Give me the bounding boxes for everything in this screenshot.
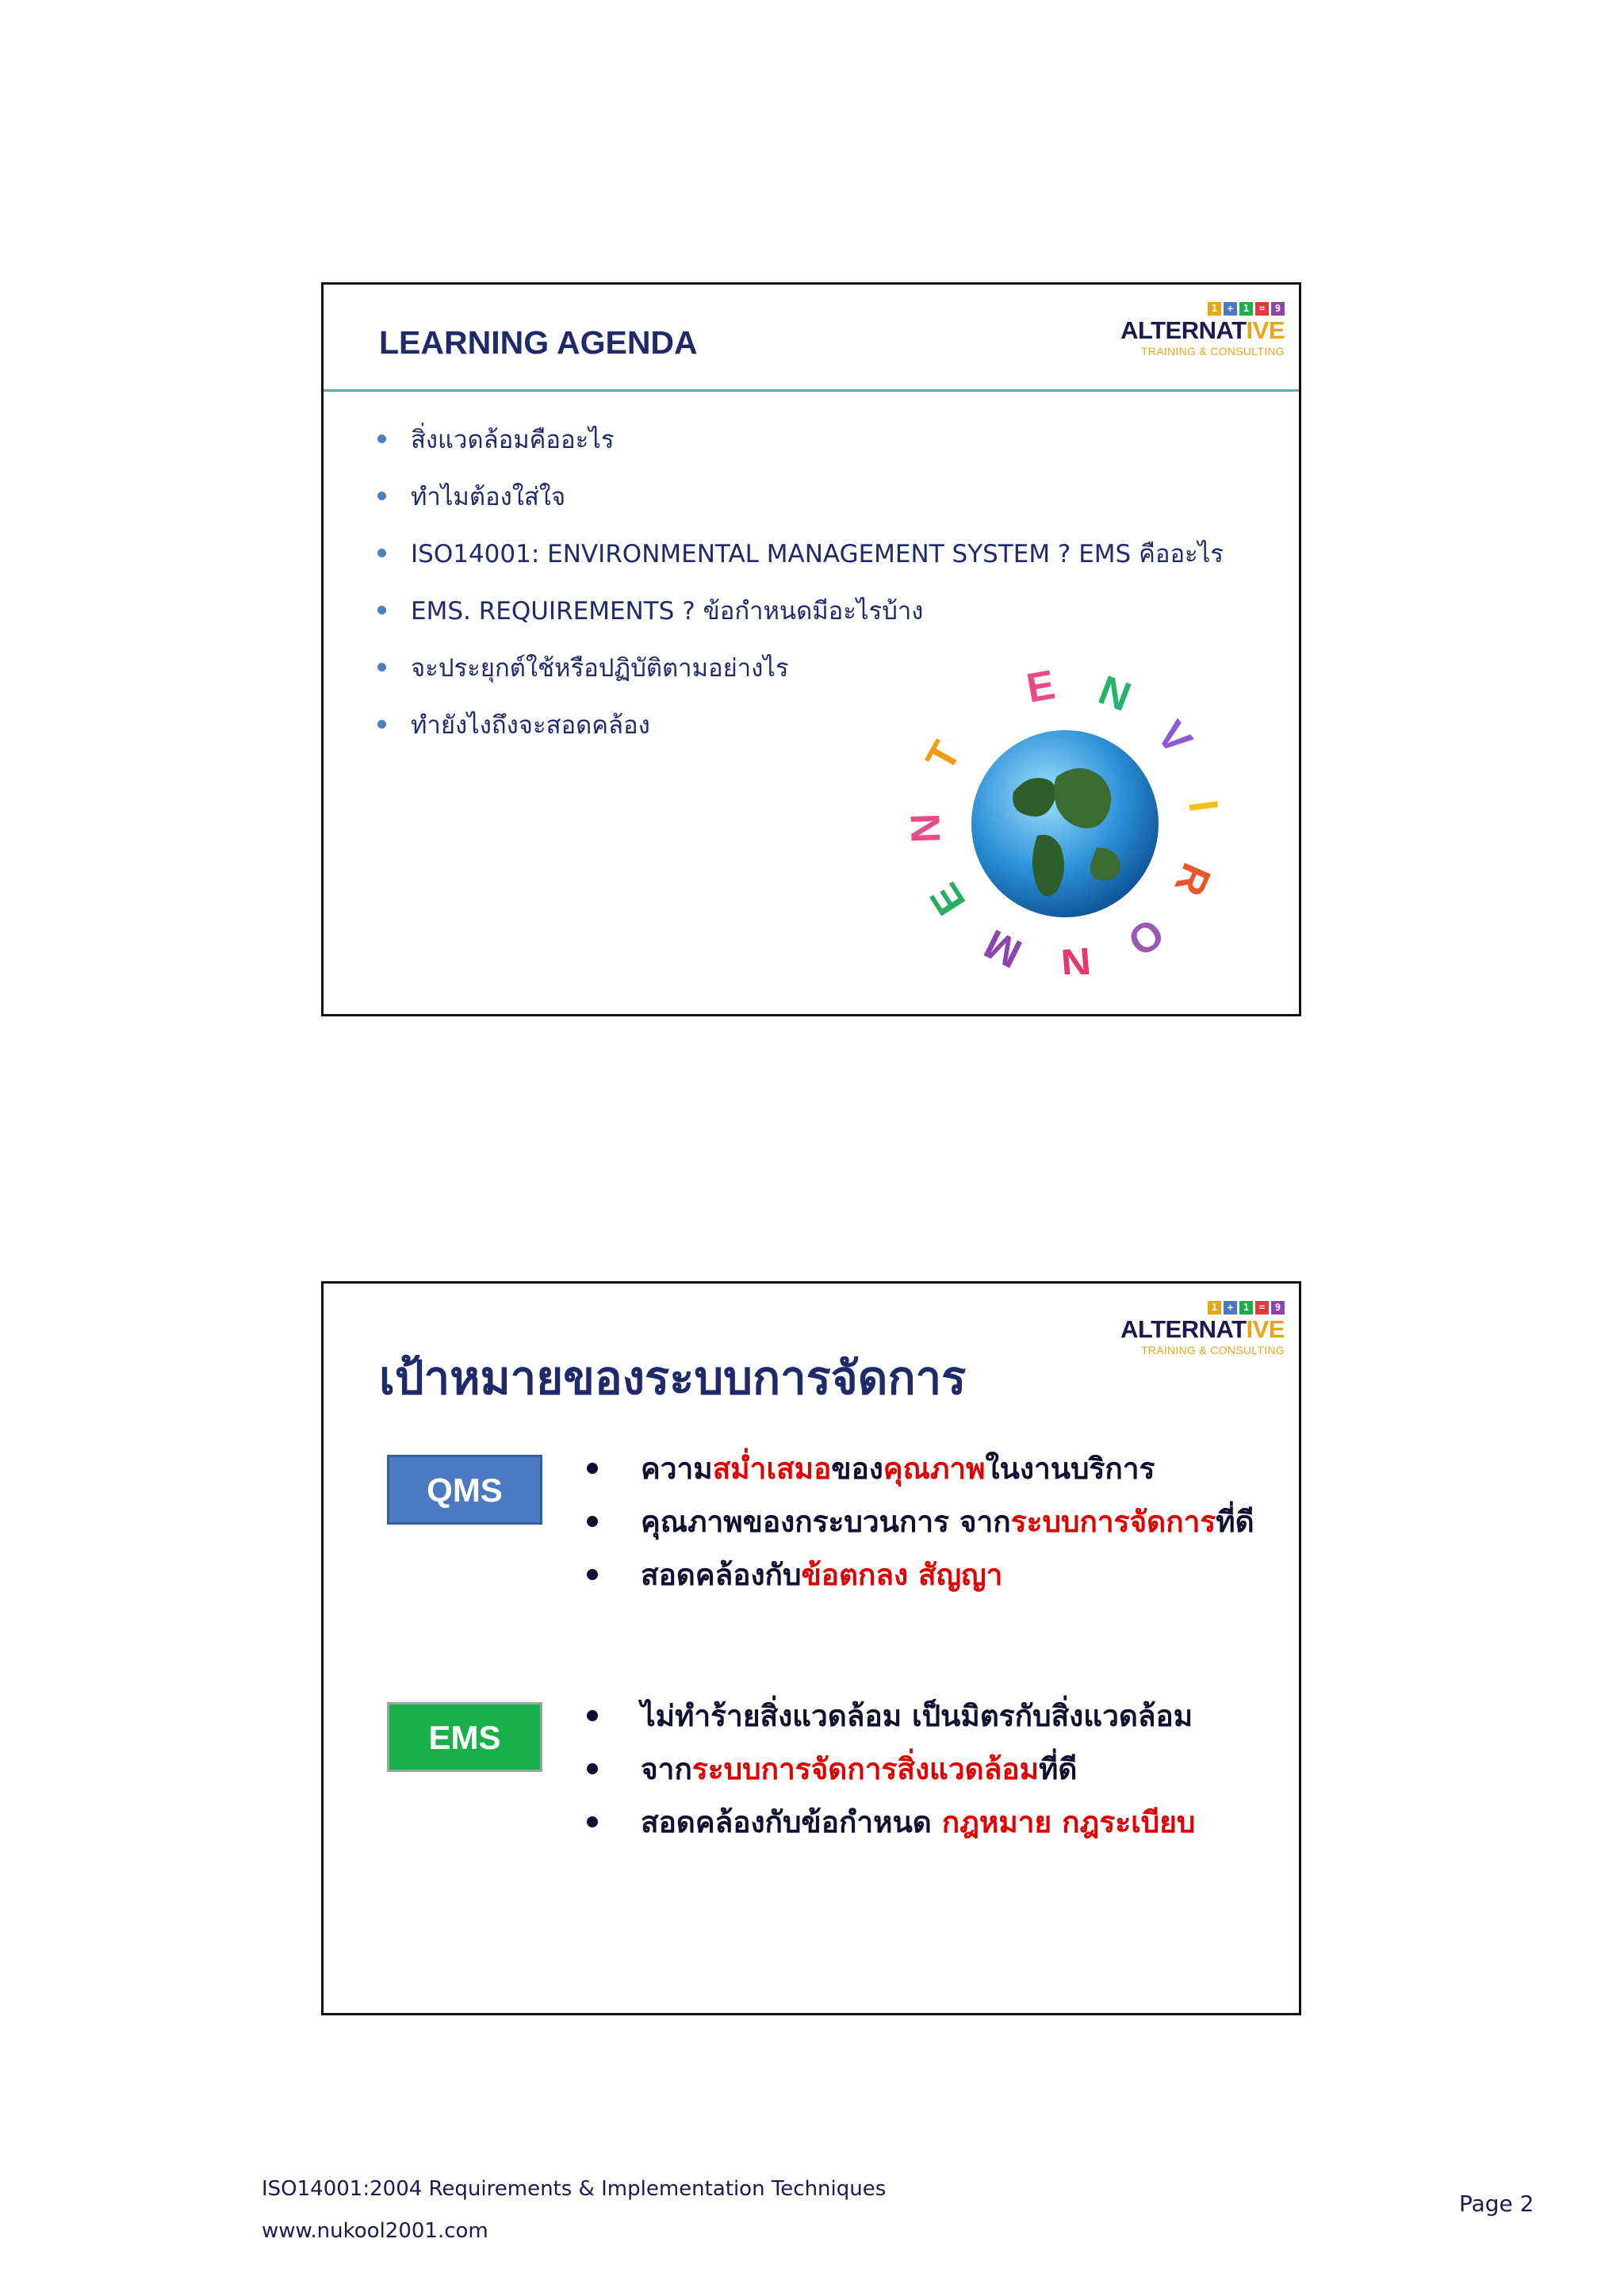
- text-part: ในงานบริการ: [985, 1452, 1155, 1486]
- agenda-item-text: จะประยุกต์ใช้หรือปฏิบัติตามอย่างไร: [411, 654, 789, 683]
- logo-subtitle: TRAINING & CONSULTING: [1140, 1344, 1285, 1357]
- environment-globe-illustration: [894, 657, 1235, 974]
- qms-goal-item: [579, 1548, 1254, 1601]
- agenda-item-text: สิ่งแวดล้อมคืออะไร: [411, 426, 615, 454]
- slide-learning-agenda: [321, 282, 1301, 1016]
- bullet-icon: [377, 434, 386, 443]
- ring-letter: O: [1119, 909, 1173, 966]
- qms-goal-item: [579, 1495, 1254, 1548]
- qms-goals-list: [579, 1442, 1254, 1601]
- alternative-logo: [1120, 302, 1285, 359]
- text-part: คุณภาพของกระบวนการ จาก: [641, 1505, 1011, 1539]
- text-part: สอดคล้องกับ: [641, 1558, 802, 1592]
- agenda-item: [373, 411, 1224, 469]
- bullet-icon: [377, 492, 386, 500]
- highlight-text: สม่ำเสมอ: [712, 1452, 832, 1486]
- bullet-icon: [377, 606, 386, 614]
- bullet-icon: [377, 549, 386, 557]
- ring-letter: E: [921, 874, 975, 924]
- text-part: จาก: [641, 1752, 692, 1786]
- bullet-icon: [587, 1710, 598, 1721]
- bullet-icon: [587, 1763, 598, 1774]
- ring-letter: R: [1165, 856, 1220, 903]
- logo-block: +: [1224, 1301, 1237, 1314]
- logo-subtitle: TRAINING & CONSULTING: [1140, 345, 1285, 358]
- highlight-text: ข้อตกลง สัญญา: [801, 1558, 1003, 1592]
- page-number: Page 2: [1459, 2191, 1534, 2217]
- logo-block: 9: [1271, 1301, 1285, 1314]
- footer-course-title: ISO14001:2004 Requirements & Implementation Techniques: [262, 2177, 887, 2201]
- agenda-item-text: ทำยังไงถึงจะสอดคล้อง: [411, 711, 650, 740]
- text-part: ของ: [831, 1452, 883, 1486]
- agenda-item: [373, 469, 1224, 526]
- logo-word-highlight: IVE: [1246, 316, 1285, 344]
- bullet-icon: [587, 1816, 598, 1827]
- ring-letter: N: [902, 812, 950, 844]
- logo-block: 1: [1239, 1301, 1253, 1314]
- title-divider: [324, 389, 1299, 392]
- text-part: ที่ดี: [1216, 1505, 1254, 1539]
- text-part: ไม่ทำร้ายสิ่งแวดล้อม เป็นมิตรกับสิ่งแวดล้อม: [641, 1699, 1193, 1733]
- ems-label-box: EMS: [387, 1702, 542, 1772]
- agenda-item-text: EMS. REQUIREMENTS ? ข้อกำหนดมีอะไรบ้าง: [411, 597, 924, 626]
- agenda-item: [373, 583, 1224, 640]
- text-part: สอดคล้องกับข้อกำหนด: [641, 1805, 942, 1839]
- bullet-icon: [587, 1569, 598, 1580]
- ring-letter: I: [1179, 797, 1227, 815]
- globe-icon: [971, 730, 1159, 917]
- alternative-logo: [1120, 1301, 1285, 1358]
- logo-word-highlight: IVE: [1246, 1315, 1285, 1343]
- ring-letter: N: [1059, 938, 1093, 974]
- ems-goals-list: [579, 1689, 1195, 1849]
- slide-title: LEARNING AGENDA: [379, 324, 698, 361]
- ems-goal-item: [579, 1796, 1195, 1849]
- logo-wordmark: [1120, 1315, 1285, 1344]
- text-part: ความ: [641, 1452, 713, 1486]
- logo-blocks: [1208, 1301, 1285, 1314]
- agenda-item: [373, 526, 1224, 583]
- logo-word-main: ALTERNAT: [1120, 316, 1247, 344]
- ring-letter: E: [1023, 661, 1059, 712]
- agenda-item-text: ทำไมต้องใส่ใจ: [411, 483, 566, 511]
- highlight-text: กฎหมาย กฎระเบียบ: [941, 1805, 1196, 1839]
- ring-letter: M: [977, 920, 1029, 974]
- logo-blocks: [1208, 302, 1285, 316]
- globe-svg: [894, 657, 1235, 974]
- logo-block: 1: [1208, 302, 1221, 316]
- highlight-text: ระบบการจัดการ: [1010, 1505, 1216, 1539]
- logo-wordmark: [1120, 316, 1285, 345]
- highlight-text: ระบบการจัดการสิ่งแวดล้อม: [691, 1752, 1039, 1786]
- ring-letter: V: [1147, 713, 1201, 763]
- qms-label-box: QMS: [387, 1455, 542, 1525]
- ring-letter: T: [917, 733, 970, 779]
- bullet-icon: [377, 663, 386, 672]
- qms-goal-item: [579, 1442, 1254, 1495]
- logo-block: 1: [1239, 302, 1253, 316]
- slide-title: เป้าหมายของระบบการจัดการ: [379, 1351, 967, 1405]
- logo-word-main: ALTERNAT: [1120, 1315, 1247, 1343]
- logo-block: 9: [1271, 302, 1285, 316]
- text-part: ที่ดี: [1038, 1752, 1078, 1786]
- bullet-icon: [377, 720, 386, 729]
- agenda-item-text: ISO14001: ENVIRONMENTAL MANAGEMENT SYSTEM ? EMS คืออะไร: [411, 540, 1224, 568]
- logo-block: =: [1255, 302, 1269, 316]
- logo-block: +: [1224, 302, 1237, 316]
- logo-block: 1: [1208, 1301, 1221, 1314]
- logo-block: =: [1255, 1301, 1269, 1314]
- bullet-icon: [587, 1516, 598, 1527]
- ems-goal-item: [579, 1689, 1195, 1743]
- ring-letter: N: [1092, 667, 1137, 721]
- bullet-icon: [587, 1463, 598, 1474]
- footer-website: www.nukool2001.com: [262, 2219, 488, 2243]
- highlight-text: คุณภาพ: [883, 1452, 986, 1486]
- slide-management-goals: [321, 1281, 1301, 2015]
- ems-goal-item: [579, 1743, 1195, 1796]
